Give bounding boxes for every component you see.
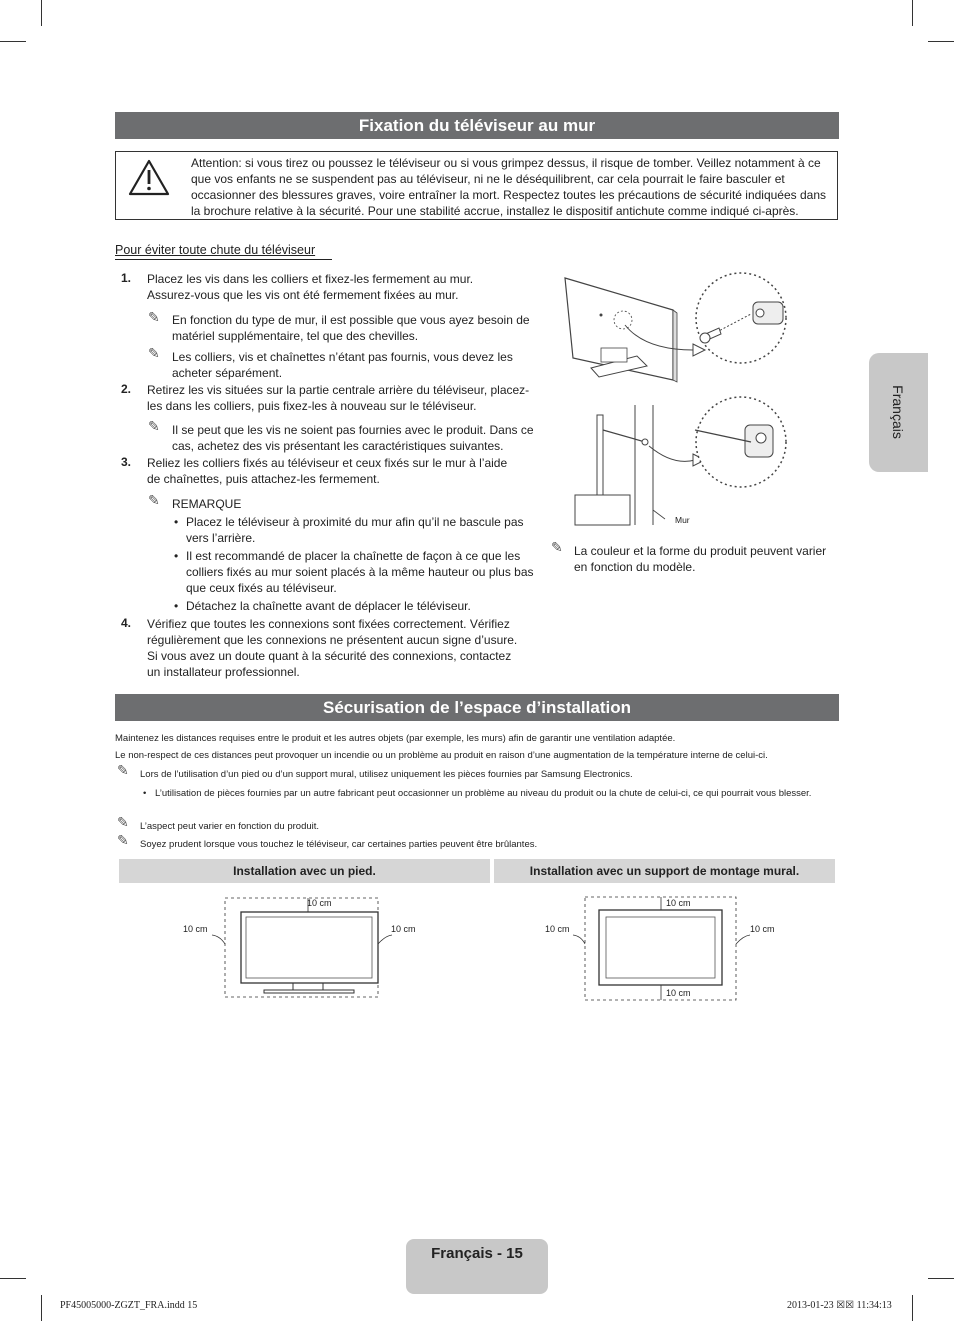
file-name: PF45005000-ZGZT_FRA.indd 15 bbox=[60, 1300, 198, 1311]
page-number: Français - 15 bbox=[431, 1245, 523, 1262]
step-2-text: Retirez les vis situées sur la partie centrale arrière du téléviseur, placez-les dans les colliers, puis fixez-les à nouveau sur le téléviseur. bbox=[147, 383, 530, 413]
wall-label: Mur bbox=[675, 515, 690, 525]
remarque-label: REMARQUE bbox=[172, 497, 242, 511]
crop-mark bbox=[0, 41, 26, 42]
crop-mark bbox=[928, 1278, 954, 1279]
clearance-bottom-label: 10 cm bbox=[666, 988, 691, 998]
note-samsung-parts: Lors de l’utilisation d’un pied ou d’un support mural, utilisez uniquement les pièces fournies par Samsung Electronics. bbox=[140, 769, 633, 780]
step-number: 3. bbox=[121, 455, 132, 469]
bullet-3: Détachez la chaînette avant de déplacer le téléviseur. bbox=[186, 599, 471, 613]
stand-clearance-diagram bbox=[180, 892, 420, 1007]
bullet-2: Il est recommandé de placer la chaînette de façon à ce que les colliers fixés au mur soient placés à la même hauteur ou plus bas que ceux fixés au téléviseur. bbox=[186, 549, 534, 595]
language-tab-label: Français bbox=[890, 385, 906, 439]
note-pencil-icon: ✎ bbox=[148, 493, 160, 509]
crop-mark bbox=[41, 0, 42, 26]
note-2: Il se peut que les vis ne soient pas fournies avec le produit. Dans ce cas, achetez des vis présentant les caractéristiques suivantes. bbox=[172, 423, 534, 453]
crop-mark bbox=[912, 0, 913, 26]
note-pencil-icon: ✎ bbox=[551, 540, 563, 556]
note-pencil-icon: ✎ bbox=[148, 419, 160, 435]
clearance-top-label: 10 cm bbox=[666, 898, 691, 908]
note-1b: Les colliers, vis et chaînettes n’étant pas fournis, vous devez les acheter séparément. bbox=[172, 350, 513, 380]
bullet-1: Placez le téléviseur à proximité du mur afin qu’il ne bascule pas vers l’arrière. bbox=[186, 515, 524, 545]
wall-clearance-diagram bbox=[545, 892, 785, 1007]
tv-anchor-illustration bbox=[545, 270, 805, 532]
step-4-text: Vérifiez que toutes les connexions sont fixées correctement. Vérifiez régulièrement que les connexions ne présentent aucun signe d’usure. Si vous avez un doute quant à la sécurité des connexions, contactez un installateur professionnel. bbox=[147, 617, 518, 679]
crop-mark bbox=[912, 1295, 913, 1321]
note-pencil-icon: ✎ bbox=[117, 763, 129, 779]
step-number: 1. bbox=[121, 271, 132, 285]
note-aspect: L’aspect peut varier en fonction du produit. bbox=[140, 821, 320, 832]
note-pencil-icon: ✎ bbox=[148, 346, 160, 362]
clearance-top-label: 10 cm bbox=[307, 898, 332, 908]
warning-box bbox=[115, 151, 838, 220]
note-hot-parts: Soyez prudent lorsque vous touchez le téléviseur, car certaines parties peuvent être brûlantes. bbox=[140, 839, 538, 850]
clearance-left-label: 10 cm bbox=[545, 924, 570, 934]
note-pencil-icon: ✎ bbox=[117, 833, 129, 849]
warning-label: Attention bbox=[191, 156, 239, 170]
clearance-left-label: 10 cm bbox=[183, 924, 208, 934]
figure-note: La couleur et la forme du produit peuvent varier en fonction du modèle. bbox=[574, 544, 827, 574]
section-title-installation-space: Sécurisation de l’espace d’installation bbox=[115, 694, 839, 721]
note-1a: En fonction du type de mur, il est possible que vous ayez besoin de matériel supplémentaire, tel que des chevilles. bbox=[172, 313, 530, 343]
step-number: 2. bbox=[121, 382, 132, 396]
subheading-prevent-fall: Pour éviter toute chute du téléviseur bbox=[115, 243, 316, 257]
warning-icon bbox=[116, 152, 182, 219]
header-stand-install: Installation avec un pied. bbox=[119, 859, 490, 883]
bullet-dot: • bbox=[174, 549, 179, 563]
bullet-dot: • bbox=[143, 788, 147, 799]
crop-mark bbox=[0, 1278, 26, 1279]
clearance-right-label: 10 cm bbox=[391, 924, 416, 934]
note-pencil-icon: ✎ bbox=[117, 815, 129, 831]
subheading-rule bbox=[115, 259, 332, 260]
bullet-dot: • bbox=[174, 515, 179, 529]
bullet-other-parts: L’utilisation de pièces fournies par un autre fabricant peut occasionner un problème au niveau du produit ou la chute de celui-ci, ce qui pourrait vous blesser. bbox=[155, 788, 812, 799]
print-timestamp: 2013-01-23 ☒☒ 11:34:13 bbox=[787, 1300, 892, 1311]
step-number: 4. bbox=[121, 616, 132, 630]
para-distances: Maintenez les distances requises entre le produit et les autres objets (par exemple, les murs) afin de garantir une ventilation adaptée. bbox=[115, 733, 676, 744]
crop-mark bbox=[928, 41, 954, 42]
note-pencil-icon: ✎ bbox=[148, 310, 160, 326]
bullet-dot: • bbox=[174, 599, 179, 613]
header-wall-install: Installation avec un support de montage mural. bbox=[494, 859, 835, 883]
clearance-right-label: 10 cm bbox=[750, 924, 775, 934]
crop-mark bbox=[41, 1295, 42, 1321]
warning-text bbox=[191, 155, 831, 219]
section-title-wall-mount: Fixation du téléviseur au mur bbox=[115, 112, 839, 139]
para-risk: Le non-respect de ces distances peut provoquer un incendie ou un problème au produit en raison d’une augmentation de la température interne de celui-ci. bbox=[115, 750, 768, 761]
step-1-text: Placez les vis dans les colliers et fixez-les fermement au mur. Assurez-vous que les vis ont été fermement fixées au mur. bbox=[147, 272, 474, 302]
step-3-text: Reliez les colliers fixés au téléviseur et ceux fixés sur le mur à l’aide de chaînettes, puis attachez-les fermement. bbox=[147, 456, 508, 486]
warning-body: : si vous tirez ou poussez le téléviseur ou si vous grimpez dessus, il risque de tomber. Veillez notamment à ce que vos enfants ne se suspendent pas au téléviseur, ni ne le déséquilibrent, car cela pourrait le faire basculer et occasionner des blessures graves, voire entraîner la mort. Respectez toutes les précautions de sécurité indiquées dans la brochure relative à la sécurité. Pour une stabilité accrue, installez le dispositif antichute comme indiqué ci-après. bbox=[191, 156, 827, 218]
